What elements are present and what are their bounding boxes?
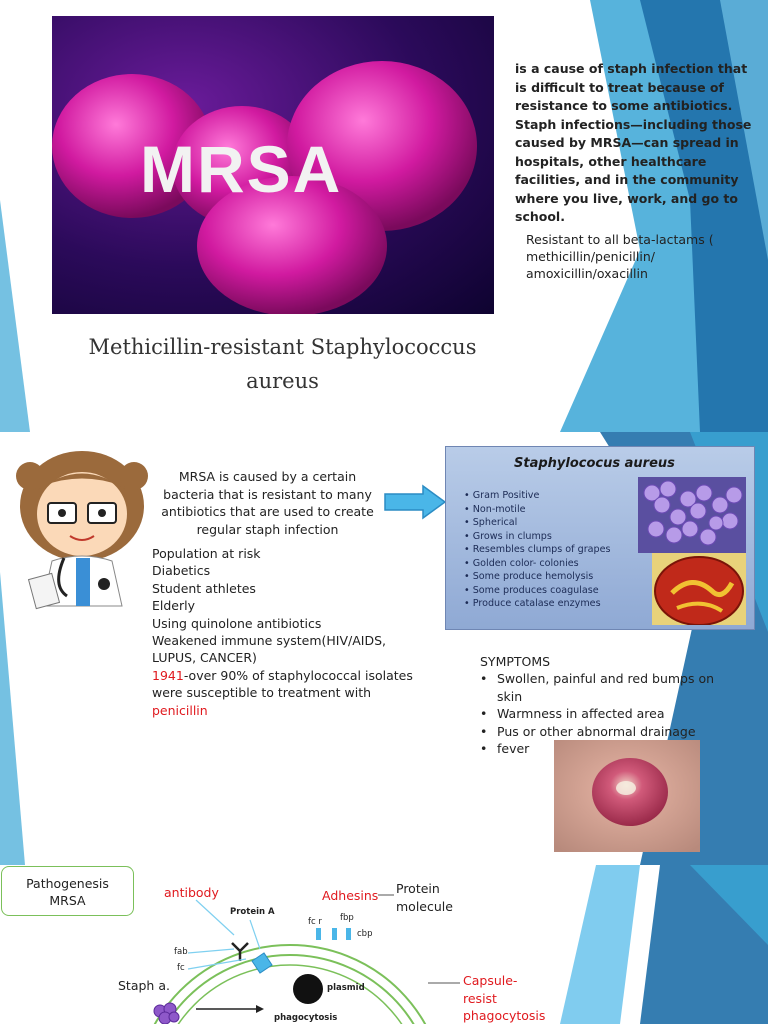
symptom-item	[480, 670, 735, 705]
symptom-text: fever	[497, 741, 530, 756]
slide-3	[0, 865, 768, 1024]
staph-bullet: • Some produces coagulase	[464, 584, 599, 596]
staph-bullet: • Gram Positive	[464, 490, 540, 501]
staph-bullet-text: Spherical	[472, 517, 518, 528]
staph-a-label: Staph a.	[118, 978, 170, 993]
phagocytosis-label: phagocytosis	[274, 1013, 338, 1023]
staph-bullet-text: Grows in clumps	[472, 530, 552, 542]
caused-by-line: MRSA is caused by a certain	[178, 469, 357, 484]
staph-bullet: • Non-motile	[464, 503, 526, 515]
doctor-cartoon	[12, 446, 152, 611]
symptom-item	[480, 723, 735, 741]
symptom-item	[480, 705, 735, 723]
capsule-label	[463, 972, 545, 1024]
symptom-text: Pus or other abnormal drainage	[497, 723, 696, 739]
pathogenesis-box	[1, 866, 134, 916]
cbp-label: cbp	[357, 929, 373, 939]
staph-bullet: • Resembles clumps of grapes	[464, 544, 611, 555]
slide-1	[0, 0, 768, 432]
staph-bullet-text: Some produce hemolysis	[472, 571, 594, 582]
slide-2	[0, 432, 768, 865]
caused-by-line: antibiotics that are used to create	[161, 504, 374, 519]
history-line-1	[152, 667, 427, 684]
fc-label: fc	[177, 963, 185, 973]
symptom-text: Swollen, painful and red bumps on	[497, 671, 715, 686]
protein-molecule-line-2: molecule	[396, 898, 453, 914]
symptom-text-cont: skin	[497, 688, 523, 704]
title-line-1: Methicillin-resistant Staphylococcus	[88, 335, 477, 359]
caused-by-text	[150, 468, 385, 538]
staph-bullet-text: Resembles clumps of grapes	[472, 544, 611, 555]
bullet-icon: •	[480, 706, 488, 721]
staph-bullet: • Golden color- colonies	[464, 557, 579, 569]
bullet-icon: •	[480, 671, 488, 686]
capsule-line-3: phagocytosis	[463, 1008, 546, 1023]
risk-line: Diabetics	[152, 563, 211, 579]
staph-bullet-text: Some produces coagulase	[472, 584, 599, 596]
bullet-icon: •	[480, 741, 488, 756]
pathogenesis-line-1: Pathogenesis	[26, 876, 109, 891]
mrsa-description: is a cause of staph infection that is difficult to treat because of resistance to some antibiotics. Staph infections—including those caused by MRSA—can spread in hospitals, other healthcare facilities, and in the community where you live, work, and go to school.	[515, 61, 752, 224]
staph-bullet-text: Produce catalase enzymes	[472, 598, 601, 609]
staph-bullet-text: Non-motile	[472, 503, 526, 515]
staph-bullet: • Some produce hemolysis	[464, 571, 594, 582]
risk-line: Elderly	[152, 598, 196, 614]
protein-molecule-label	[396, 880, 453, 915]
staph-micrograph-image	[638, 477, 746, 553]
mrsa-image-text: MRSA	[140, 132, 343, 206]
arrow-right-icon	[383, 484, 447, 520]
beta-lactam-resistance: Resistant to all beta-lactams ( methicillin/penicillin/ amoxicillin/oxacillin	[526, 232, 714, 281]
symptoms-title: SYMPTOMS	[480, 654, 551, 669]
risk-line: LUPUS, CANCER)	[152, 650, 257, 666]
risk-line: Using quinolone antibiotics	[152, 615, 322, 631]
agar-plate-image	[652, 553, 746, 625]
adhesins-label: Adhesins	[322, 888, 379, 903]
staph-bullet: • Spherical	[464, 517, 518, 528]
staph-bullet: • Produce catalase enzymes	[464, 598, 601, 609]
protein-a-label: Protein A	[230, 907, 275, 917]
staph-bullet: • Grows in clumps	[464, 530, 552, 542]
capsule-line-1: Capsule-	[463, 973, 518, 988]
risk-line: Weakened immune system(HIV/AIDS,	[152, 633, 387, 649]
history-line-2: were susceptible to treatment with	[152, 685, 372, 701]
fbp-label: fbp	[340, 913, 354, 923]
slide-1-title	[40, 330, 525, 398]
risk-line: Population at risk	[152, 546, 261, 561]
staph-aureus-card	[445, 446, 755, 630]
title-line-2: aureus	[246, 369, 319, 393]
capsule-line-2: resist	[463, 990, 497, 1006]
risk-line: Student athletes	[152, 580, 256, 596]
staph-card-bullets	[464, 489, 611, 611]
history-rest: -over 90% of staphylococcal isolates	[183, 667, 413, 683]
caused-by-line: bacteria that is resistant to many	[163, 486, 372, 502]
bullet-icon: •	[480, 723, 488, 739]
pathogenesis-line-2: MRSA	[49, 893, 86, 908]
antibody-label: antibody	[164, 885, 219, 900]
fcr-label: fc r	[308, 917, 322, 927]
plasmid-label: plasmid	[327, 983, 365, 993]
protein-molecule-line-1: Protein	[396, 881, 440, 896]
caused-by-line: regular staph infection	[196, 521, 339, 537]
staph-bullet-text: Gram Positive	[472, 490, 540, 501]
history-year: 1941	[152, 667, 184, 683]
fab-label: fab	[174, 947, 188, 957]
symptom-text: Warmness in affected area	[497, 706, 665, 721]
staph-card-title: Staphylococus aureus	[514, 456, 675, 471]
mrsa-image	[52, 16, 494, 314]
staph-bullet-text: Golden color- colonies	[472, 557, 579, 569]
history-drug: penicillin	[152, 702, 208, 718]
risk-text	[152, 545, 427, 719]
skin-lesion-image	[554, 740, 700, 852]
